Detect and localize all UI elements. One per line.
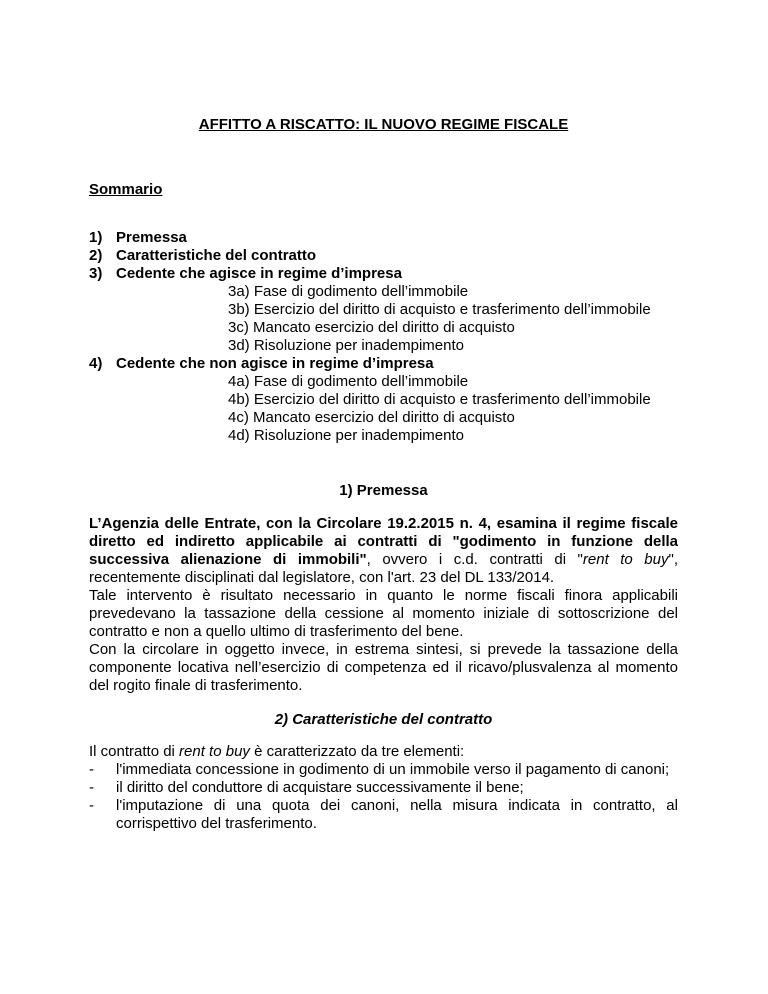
paragraph-intro (89, 515, 678, 587)
toc-item-1 (89, 229, 678, 247)
toc-item-4 (89, 355, 678, 373)
toc-subitem-3b: 3b) Esercizio del diritto di acquisto e trasferimento dell’immobile (228, 301, 651, 318)
list-item (89, 761, 678, 779)
toc-subitem-4d: 4d) Risoluzione per inadempimento (228, 427, 464, 444)
list-item-text: l'immediata concessione in godimento di un immobile verso il pagamento di canoni; (116, 761, 670, 778)
toc-label: Cedente che agisce in regime d’impresa (116, 265, 402, 282)
toc-label: Cedente che non agisce in regime d’impresa (116, 355, 434, 372)
toc-item-2 (89, 247, 678, 265)
toc-subitem-4b: 4b) Esercizio del diritto di acquisto e trasferimento dell’immobile (228, 391, 651, 408)
toc-label: Caratteristiche del contratto (116, 247, 317, 264)
toc-number: 2) (89, 247, 103, 264)
toc-subitem-3d: 3d) Risoluzione per inadempimento (228, 337, 464, 354)
list-dash: - (89, 761, 94, 778)
section-1-body (89, 515, 678, 695)
toc-subitem-3a: 3a) Fase di godimento dell’immobile (228, 283, 469, 300)
toc-number: 3) (89, 265, 103, 282)
paragraph-text: ", recentemente disciplinati dal legislatore, con l'art. 23 del DL 133/2014. (89, 551, 678, 586)
paragraph-bold-lead: L’Agenzia delle Entrate, con la Circolare 19.2.2015 n. 4, esamina il regime fiscale diretto ed indiretto applicabile ai contratti di "godimento in funzione della successiva alienazione di immobili" (89, 515, 678, 568)
toc-number: 4) (89, 355, 103, 372)
paragraph-text: , ovvero i c.d. contratti di " (366, 551, 583, 568)
list-item (89, 797, 678, 833)
list-item-text: il diritto del conduttore di acquistare successivamente il bene; (116, 779, 524, 796)
document-title: AFFITTO A RISCATTO: IL NUOVO REGIME FISCALE (198, 116, 569, 133)
toc-item-3 (89, 265, 678, 283)
paragraph-italic: rent to buy (582, 551, 669, 568)
toc-number: 1) (89, 229, 103, 246)
paragraph: Con la circolare in oggetto invece, in estrema sintesi, si prevede la tassazione della componente locativa nell’esercizio di competenza ed il ricavo/plusvalenza al momento del rogito finale di trasferimento. (89, 641, 678, 694)
toc-subitem-3c: 3c) Mancato esercizio del diritto di acquisto (228, 319, 515, 336)
list-dash: - (89, 779, 94, 796)
intro-italic: rent to buy (179, 743, 250, 760)
list-item (89, 779, 678, 797)
section-1-heading: 1) Premessa (339, 482, 428, 499)
toc-subitem-4a: 4a) Fase di godimento dell’immobile (228, 373, 469, 390)
section-2-intro (89, 743, 678, 761)
characteristics-list (89, 761, 678, 833)
toc-label: Premessa (116, 229, 187, 246)
section-2-heading: 2) Caratteristiche del contratto (274, 711, 493, 728)
list-dash: - (89, 797, 94, 814)
paragraph: Tale intervento è risultato necessario in quanto le norme fiscali finora applicabili prevedevano la tassazione della cessione al momento iniziale di sottoscrizione del contratto e non a quello ultimo di trasferimento del bene. (89, 587, 678, 640)
table-of-contents (89, 229, 678, 445)
toc-subitem-4c: 4c) Mancato esercizio del diritto di acquisto (228, 409, 515, 426)
summary-heading: Sommario (89, 181, 163, 198)
intro-text: Il contratto di (89, 743, 180, 760)
list-item-text: l'imputazione di una quota dei canoni, nella misura indicata in contratto, al corrispettivo del trasferimento. (116, 797, 678, 832)
intro-text: è caratterizzato da tre elementi: (249, 743, 465, 760)
